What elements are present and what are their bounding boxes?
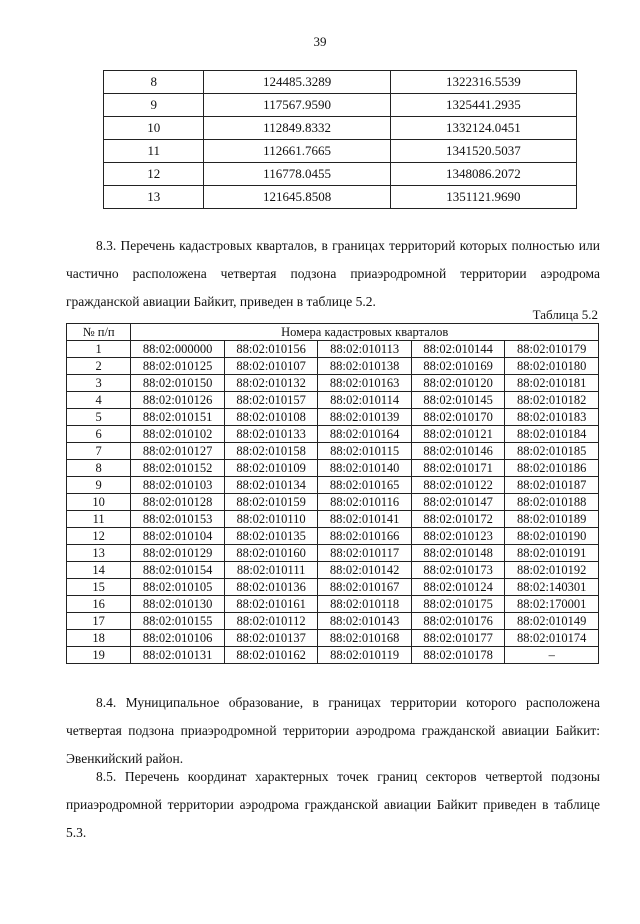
cadastral-number-cell: 88:02:010149 [505,613,599,630]
cadastral-number-cell: 88:02:010192 [505,562,599,579]
cadastral-number-cell: 88:02:010115 [318,443,412,460]
coordinates-table-body [104,71,577,209]
cadastral-number-cell: 88:02:010158 [224,443,318,460]
cadastral-number-cell: 88:02:010121 [411,426,505,443]
cadastral-number-cell: 88:02:010185 [505,443,599,460]
cadastral-number-cell: 88:02:140301 [505,579,599,596]
cadastral-number-cell: 88:02:010183 [505,409,599,426]
cadastral-number-cell: 88:02:010142 [318,562,412,579]
cadastral-number-cell: 88:02:010178 [411,647,505,664]
row-number-cell: 8 [67,460,131,477]
cadastral-number-cell: 88:02:010174 [505,630,599,647]
cadastral-number-cell: 88:02:010159 [224,494,318,511]
cadastral-number-cell: 88:02:010110 [224,511,318,528]
cadastral-number-cell: 88:02:010127 [131,443,225,460]
table-row [67,358,599,375]
cadastral-number-cell: 88:02:010179 [505,341,599,358]
table-row [104,163,577,186]
table-cell: 11 [104,140,204,163]
row-number-cell: 15 [67,579,131,596]
cadastral-number-cell: 88:02:010141 [318,511,412,528]
table-cell: 1322316.5539 [390,71,576,94]
cadastral-number-cell: 88:02:010184 [505,426,599,443]
table-row [67,375,599,392]
col-cadastral-header: Номера кадастровых кварталов [131,324,599,341]
cadastral-number-cell: 88:02:010145 [411,392,505,409]
cadastral-number-cell: 88:02:010126 [131,392,225,409]
cadastral-number-cell: 88:02:010161 [224,596,318,613]
cadastral-number-cell: 88:02:170001 [505,596,599,613]
cadastral-number-cell: 88:02:010181 [505,375,599,392]
row-number-cell: 16 [67,596,131,613]
cadastral-number-cell: 88:02:010130 [131,596,225,613]
table-row [67,426,599,443]
cadastral-number-cell: 88:02:010111 [224,562,318,579]
paragraph-8-3: 8.3. Перечень кадастровых кварталов, в границах территорий которых полностью или частично расположена четвертая подзона приаэродромной территории аэродрома гражданской авиации Байкит, приведен в таблице 5.2. [66,238,600,309]
row-number-cell: 11 [67,511,131,528]
cadastral-number-cell: 88:02:010160 [224,545,318,562]
table-row [67,494,599,511]
table-cell: 1332124.0451 [390,117,576,140]
cadastral-number-cell: 88:02:010173 [411,562,505,579]
cadastral-number-cell: 88:02:010122 [411,477,505,494]
cadastral-number-cell: 88:02:010133 [224,426,318,443]
cadastral-number-cell: 88:02:010135 [224,528,318,545]
cadastral-number-cell: 88:02:010117 [318,545,412,562]
cadastral-number-cell: 88:02:010134 [224,477,318,494]
cadastral-number-cell: 88:02:010172 [411,511,505,528]
table-row [67,477,599,494]
cadastral-number-cell: 88:02:010182 [505,392,599,409]
cadastral-number-cell: 88:02:010123 [411,528,505,545]
cadastral-number-cell: 88:02:010147 [411,494,505,511]
table-row [67,613,599,630]
row-number-cell: 19 [67,647,131,664]
cadastral-number-cell: 88:02:010112 [224,613,318,630]
cadastral-number-cell: 88:02:010148 [411,545,505,562]
row-number-cell: 4 [67,392,131,409]
table-row [104,117,577,140]
cadastral-number-cell: 88:02:010167 [318,579,412,596]
paragraph-8-5: 8.5. Перечень координат характерных точек границ секторов четвертой подзоны приаэродромной территории аэродрома гражданской авиации Байкит приведен в таблице 5.3. [66,769,600,840]
table-row [67,443,599,460]
cadastral-number-cell: 88:02:010163 [318,375,412,392]
cadastral-number-cell: 88:02:010108 [224,409,318,426]
cadastral-number-cell: 88:02:010154 [131,562,225,579]
cadastral-number-cell: 88:02:010162 [224,647,318,664]
cadastral-number-cell: 88:02:010140 [318,460,412,477]
cadastral-number-cell: 88:02:010139 [318,409,412,426]
table-row [67,579,599,596]
table-cell: 10 [104,117,204,140]
table-row [67,528,599,545]
table-row [67,562,599,579]
cadastral-number-cell: 88:02:010106 [131,630,225,647]
table-row [67,647,599,664]
cadastral-number-cell: 88:02:010164 [318,426,412,443]
table-cell: 1325441.2935 [390,94,576,117]
cadastral-quarters-table [66,323,599,664]
cadastral-number-cell: 88:02:010157 [224,392,318,409]
cadastral-number-cell: 88:02:010151 [131,409,225,426]
table-cell: 121645.8508 [204,186,390,209]
cadastral-number-cell: 88:02:010175 [411,596,505,613]
table-cell: 12 [104,163,204,186]
cadastral-number-cell: 88:02:010176 [411,613,505,630]
cadastral-number-cell: 88:02:010189 [505,511,599,528]
cadastral-number-cell: 88:02:010113 [318,341,412,358]
cadastral-number-cell: 88:02:010188 [505,494,599,511]
table-row [67,630,599,647]
table-cell: 116778.0455 [204,163,390,186]
row-number-cell: 10 [67,494,131,511]
row-number-cell: 14 [67,562,131,579]
row-number-cell: 12 [67,528,131,545]
cadastral-number-cell: 88:02:010168 [318,630,412,647]
table-header-row [67,324,599,341]
cadastral-number-cell: 88:02:010190 [505,528,599,545]
table-row [104,71,577,94]
cadastral-number-cell: 88:02:010153 [131,511,225,528]
row-number-cell: 13 [67,545,131,562]
cadastral-number-cell: 88:02:010165 [318,477,412,494]
cadastral-number-cell: 88:02:010143 [318,613,412,630]
table-cell: 112849.8332 [204,117,390,140]
cadastral-number-cell: 88:02:010138 [318,358,412,375]
cadastral-number-cell: 88:02:010124 [411,579,505,596]
table-cell: 8 [104,71,204,94]
cadastral-number-cell: 88:02:010156 [224,341,318,358]
cadastral-number-cell: 88:02:010137 [224,630,318,647]
cadastral-number-cell: 88:02:010146 [411,443,505,460]
cadastral-number-cell: 88:02:010107 [224,358,318,375]
table-cell: 117567.9590 [204,94,390,117]
cadastral-number-cell: 88:02:010166 [318,528,412,545]
cadastral-number-cell: 88:02:010186 [505,460,599,477]
cadastral-table-body [67,341,599,664]
cadastral-number-cell: 88:02:010104 [131,528,225,545]
cadastral-number-cell: 88:02:010132 [224,375,318,392]
cadastral-number-cell: 88:02:010118 [318,596,412,613]
cadastral-number-cell: 88:02:010103 [131,477,225,494]
row-number-cell: 7 [67,443,131,460]
cadastral-number-cell: 88:02:010150 [131,375,225,392]
page-number: 39 [313,34,327,49]
row-number-cell: 3 [67,375,131,392]
table-cell: 9 [104,94,204,117]
table-cell: 112661.7665 [204,140,390,163]
cadastral-number-cell: 88:02:010144 [411,341,505,358]
col-number-header: № п/п [67,324,131,341]
cadastral-number-cell: 88:02:010119 [318,647,412,664]
table-row [67,596,599,613]
cadastral-number-cell: 88:02:010105 [131,579,225,596]
cadastral-number-cell: 88:02:010120 [411,375,505,392]
table-cell: 13 [104,186,204,209]
table-row [67,409,599,426]
table-cell: 1351121.9690 [390,186,576,209]
cadastral-number-cell: 88:02:010125 [131,358,225,375]
cadastral-number-cell: 88:02:010114 [318,392,412,409]
table-row [104,94,577,117]
cadastral-number-cell: 88:02:010152 [131,460,225,477]
row-number-cell: 9 [67,477,131,494]
cadastral-number-cell: 88:02:010131 [131,647,225,664]
table-row [67,392,599,409]
cadastral-number-cell: 88:02:010169 [411,358,505,375]
table-row [67,511,599,528]
row-number-cell: 17 [67,613,131,630]
cadastral-number-cell: 88:02:010128 [131,494,225,511]
cadastral-number-cell: 88:02:000000 [131,341,225,358]
table-row [67,341,599,358]
cadastral-number-cell: – [505,647,599,664]
table-row [104,140,577,163]
table-cell: 1341520.5037 [390,140,576,163]
row-number-cell: 5 [67,409,131,426]
cadastral-number-cell: 88:02:010116 [318,494,412,511]
table-row [104,186,577,209]
paragraph-8-4: 8.4. Муниципальное образование, в границах территории которого расположена четвертая подзона приаэродромной территории аэродрома гражданской авиации Байкит: Эвенкийский район. [66,695,600,766]
cadastral-number-cell: 88:02:010102 [131,426,225,443]
cadastral-number-cell: 88:02:010155 [131,613,225,630]
row-number-cell: 6 [67,426,131,443]
cadastral-number-cell: 88:02:010177 [411,630,505,647]
cadastral-number-cell: 88:02:010170 [411,409,505,426]
table-caption: Таблица 5.2 [532,307,598,322]
table-row [67,460,599,477]
cadastral-number-cell: 88:02:010171 [411,460,505,477]
table-row [67,545,599,562]
cadastral-number-cell: 88:02:010136 [224,579,318,596]
cadastral-number-cell: 88:02:010191 [505,545,599,562]
table-cell: 124485.3289 [204,71,390,94]
cadastral-number-cell: 88:02:010187 [505,477,599,494]
cadastral-number-cell: 88:02:010129 [131,545,225,562]
row-number-cell: 2 [67,358,131,375]
cadastral-number-cell: 88:02:010180 [505,358,599,375]
row-number-cell: 18 [67,630,131,647]
table-cell: 1348086.2072 [390,163,576,186]
cadastral-number-cell: 88:02:010109 [224,460,318,477]
coordinates-table [103,70,577,209]
row-number-cell: 1 [67,341,131,358]
